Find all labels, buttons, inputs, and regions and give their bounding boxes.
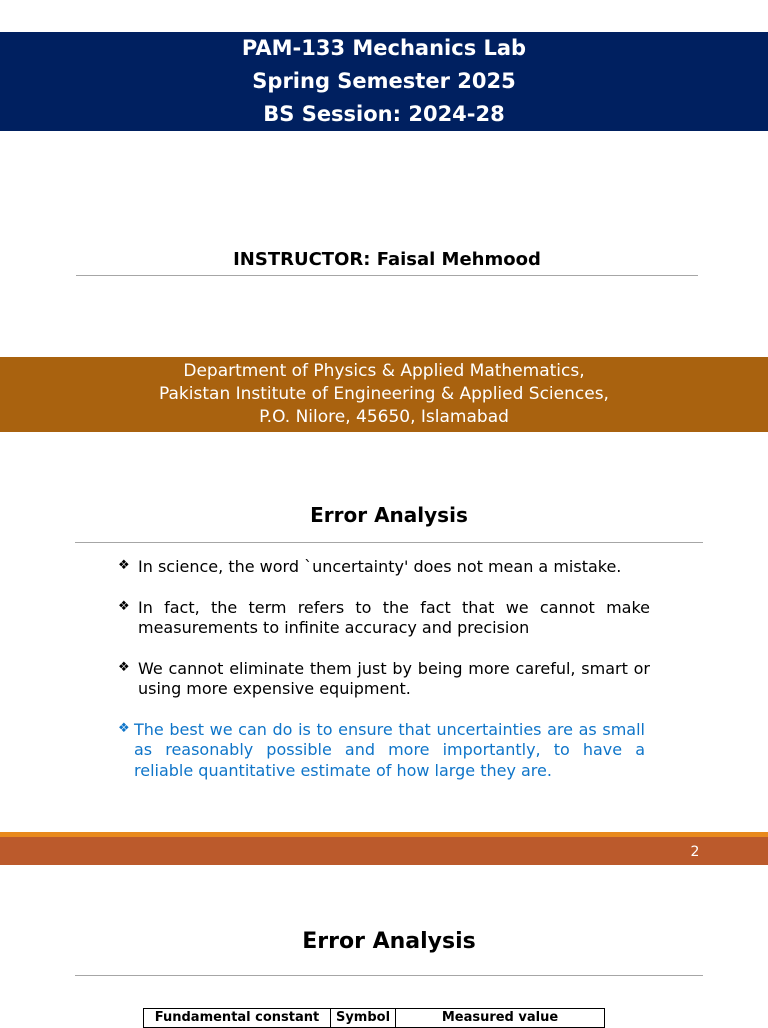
instructor-name: INSTRUCTOR: Faisal Mehmood [76, 249, 698, 276]
page-number: 2 [690, 844, 700, 860]
table-header-row [144, 1009, 605, 1028]
bullet-text: We cannot eliminate them just by being more careful, smart or using more expensive equipment. [138, 658, 650, 698]
department-line: Department of Physics & Applied Mathematics, [183, 361, 585, 381]
course-title-banner [0, 32, 768, 131]
semester-title: Spring Semester 2025 [252, 69, 516, 93]
address-line: P.O. Nilore, 45650, Islamabad [259, 407, 509, 427]
constants-table [143, 1008, 605, 1028]
course-title: PAM-133 Mechanics Lab [241, 36, 527, 60]
slide-heading: Error Analysis [75, 503, 703, 543]
column-header: Measured value [396, 1009, 605, 1028]
bullet-text: In fact, the term refers to the fact that we cannot make measurements to infinite accuracy and precision [138, 597, 650, 637]
list-item [118, 557, 650, 578]
diamond-bullet-icon: ❖ [118, 558, 130, 573]
bullet-list [118, 557, 650, 801]
diamond-bullet-icon: ❖ [118, 659, 130, 675]
bullet-text: The best we can do is to ensure that uncertainties are as small as reasonably possible and more importantly, to have a reliable quantitative estimate of how large they are. [134, 719, 645, 780]
bullet-text: In science, the word `uncertainty' does not mean a mistake. [138, 557, 622, 576]
diamond-bullet-icon: ❖ [118, 720, 130, 736]
footer-bar [0, 837, 768, 865]
diamond-bullet-icon: ❖ [118, 598, 130, 614]
institute-line: Pakistan Institute of Engineering & Applied Sciences, [159, 384, 609, 404]
slide-heading: Error Analysis [75, 926, 703, 976]
department-banner [0, 357, 768, 432]
list-item [118, 598, 650, 639]
column-header: Symbol [331, 1009, 396, 1028]
list-item [118, 659, 650, 700]
list-item-highlighted [118, 720, 645, 782]
column-header: Fundamental constant [144, 1009, 331, 1028]
session-title: BS Session: 2024-28 [263, 102, 505, 126]
